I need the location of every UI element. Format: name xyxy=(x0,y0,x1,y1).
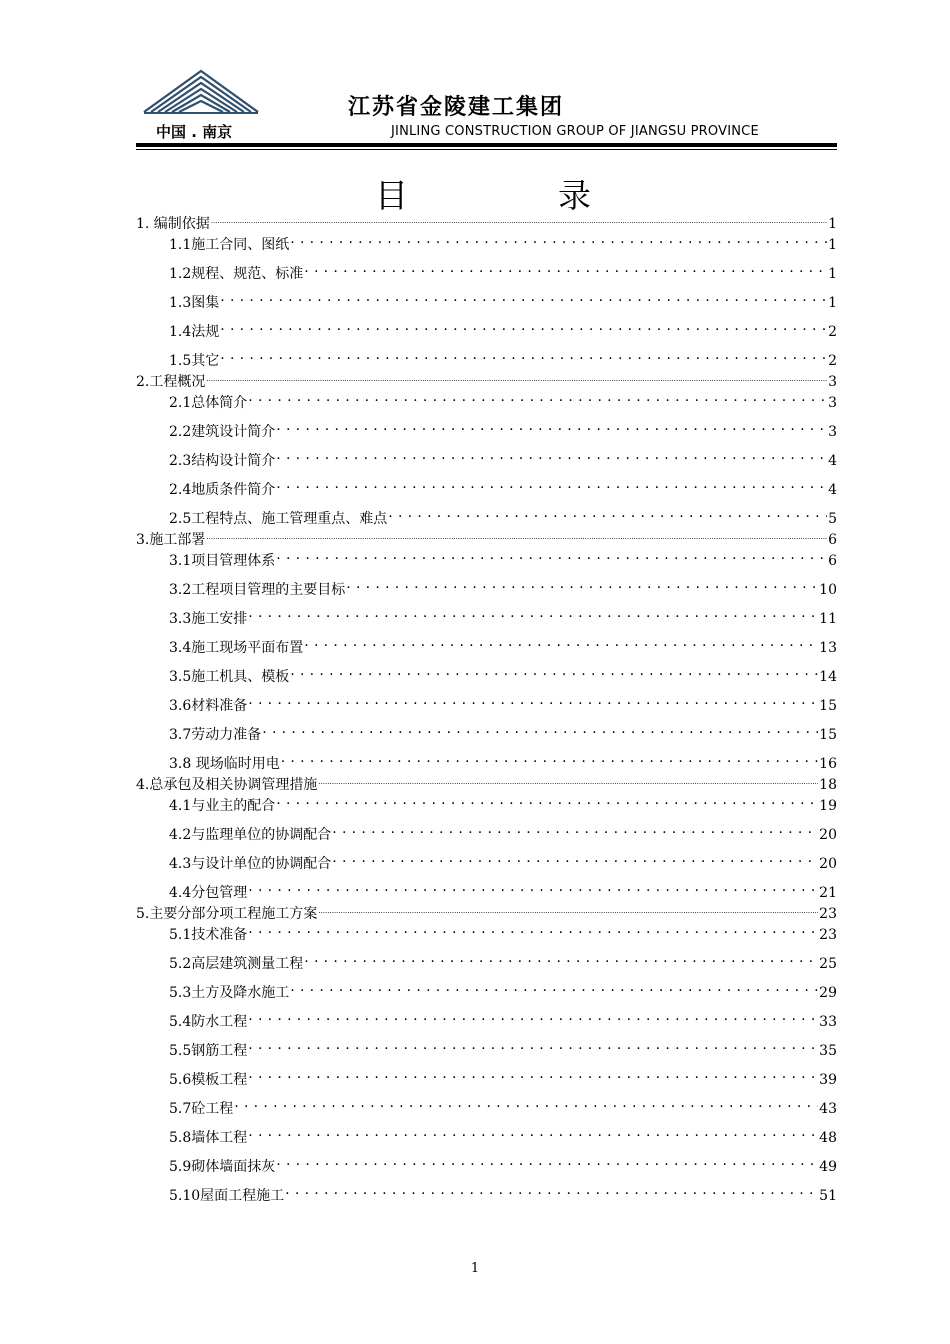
toc-subsection[interactable] xyxy=(169,445,837,471)
toc-entry-page: 39 xyxy=(819,1072,837,1088)
toc-subsection[interactable] xyxy=(169,1006,837,1032)
toc-entry-page: 23 xyxy=(819,906,837,922)
company-city: 中国 . 南京 xyxy=(156,123,233,141)
toc-dot-leader xyxy=(211,208,827,228)
toc-entry-page: 1 xyxy=(828,266,837,282)
company-name-cn: 江苏省金陵建工集团 xyxy=(348,94,565,120)
toc-subsection[interactable] xyxy=(169,229,837,255)
toc-subsection[interactable] xyxy=(169,977,837,1003)
toc-entry-title: 3.5施工机具、模板 xyxy=(169,669,290,685)
toc-dot-leader xyxy=(248,1122,818,1142)
toc-dot-leader xyxy=(290,977,818,997)
toc-dot-leader xyxy=(248,1006,818,1026)
toc-entry-title: 3.1项目管理体系 xyxy=(169,553,276,569)
toc-entry-title: 1.1施工合同、图纸 xyxy=(169,237,290,253)
toc-subsection[interactable] xyxy=(169,545,837,571)
toc-entry-page: 19 xyxy=(819,798,837,814)
toc-entry-page: 51 xyxy=(819,1188,837,1204)
toc-entry-title: 2.3结构设计简介 xyxy=(169,453,276,469)
header-rule-thick xyxy=(136,143,837,147)
toc-entry-page: 6 xyxy=(828,532,837,548)
toc-dot-leader xyxy=(262,719,818,739)
toc-subsection[interactable] xyxy=(169,1122,837,1148)
toc-subsection[interactable] xyxy=(169,1151,837,1177)
toc-entry-page: 29 xyxy=(819,985,837,1001)
toc-subsection[interactable] xyxy=(169,1064,837,1090)
toc-entry-page: 2 xyxy=(828,324,837,340)
toc-subsection[interactable] xyxy=(169,387,837,413)
toc-entry-page: 11 xyxy=(819,611,837,627)
toc-entry-page: 5 xyxy=(828,511,837,527)
toc-dot-leader xyxy=(290,229,827,249)
toc-entry-title: 5.4防水工程 xyxy=(169,1014,248,1030)
toc-subsection[interactable] xyxy=(169,416,837,442)
toc-dot-leader xyxy=(276,1151,818,1171)
toc-dot-leader xyxy=(276,545,827,565)
toc-entry-title: 4.4分包管理 xyxy=(169,885,248,901)
toc-entry-title: 2.工程概况 xyxy=(136,374,206,390)
toc-entry-page: 4 xyxy=(828,482,837,498)
toc-entry-title: 1. 编制依据 xyxy=(136,216,210,232)
toc-subsection[interactable] xyxy=(169,848,837,874)
toc-entry-title: 5.5钢筋工程 xyxy=(169,1043,248,1059)
toc-dot-leader xyxy=(206,366,827,386)
toc-dot-leader xyxy=(248,1035,818,1055)
toc-dot-leader xyxy=(332,848,818,868)
toc-dot-leader xyxy=(276,790,818,810)
toc-subsection[interactable] xyxy=(169,1035,837,1061)
toc-entry-page: 43 xyxy=(819,1101,837,1117)
toc-subsection[interactable] xyxy=(169,661,837,687)
toc-subsection[interactable] xyxy=(169,919,837,945)
toc-dot-leader xyxy=(346,574,818,594)
toc-dot-leader xyxy=(248,603,818,623)
toc-subsection[interactable] xyxy=(169,790,837,816)
toc-entry-page: 35 xyxy=(819,1043,837,1059)
toc-entry-title: 1.5其它 xyxy=(169,353,220,369)
toc-subsection[interactable] xyxy=(169,819,837,845)
company-logo-icon xyxy=(142,68,260,116)
toc-dot-leader xyxy=(248,1064,818,1084)
toc-entry-page: 48 xyxy=(819,1130,837,1146)
toc-subsection[interactable] xyxy=(169,316,837,342)
toc-subsection[interactable] xyxy=(169,719,837,745)
toc-entry-title: 4.1与业主的配合 xyxy=(169,798,276,814)
toc-dot-leader xyxy=(234,1093,818,1113)
toc-entry-page: 25 xyxy=(819,956,837,972)
toc-entry-title: 2.2建筑设计简介 xyxy=(169,424,276,440)
toc-entry-title: 5.1技术准备 xyxy=(169,927,248,943)
toc-entry-title: 3.4施工现场平面布置 xyxy=(169,640,304,656)
toc-entry-page: 6 xyxy=(828,553,837,569)
toc-entry-page: 15 xyxy=(819,698,837,714)
toc-entry-title: 1.3图集 xyxy=(169,295,220,311)
toc-dot-leader xyxy=(220,316,827,336)
toc-entry-page: 16 xyxy=(819,756,837,772)
toc-title: 目录 xyxy=(375,176,741,215)
toc-entry-title: 3.7劳动力准备 xyxy=(169,727,262,743)
toc-entry-page: 3 xyxy=(828,395,837,411)
toc-entry-page: 18 xyxy=(819,777,837,793)
toc-entry-title: 4.3与设计单位的协调配合 xyxy=(169,856,332,872)
toc-entry-page: 3 xyxy=(828,374,837,390)
toc-subsection[interactable] xyxy=(169,1180,837,1206)
toc-dot-leader xyxy=(276,474,827,494)
toc-entry-page: 33 xyxy=(819,1014,837,1030)
toc-entry-page: 20 xyxy=(819,827,837,843)
toc-dot-leader xyxy=(285,1180,818,1200)
toc-entry-title: 2.1总体简介 xyxy=(169,395,248,411)
toc-dot-leader xyxy=(281,748,818,768)
toc-subsection[interactable] xyxy=(169,258,837,284)
toc-entry-page: 1 xyxy=(828,237,837,253)
toc-entry-title: 3.6材料准备 xyxy=(169,698,248,714)
toc-entry-title: 5.7砼工程 xyxy=(169,1101,234,1117)
toc-subsection[interactable] xyxy=(169,574,837,600)
toc-entry-title: 5.8墙体工程 xyxy=(169,1130,248,1146)
toc-dot-leader xyxy=(304,258,827,278)
toc-subsection[interactable] xyxy=(169,474,837,500)
toc-subsection[interactable] xyxy=(169,690,837,716)
toc-entry-page: 1 xyxy=(828,295,837,311)
toc-entry-title: 2.5工程特点、施工管理重点、难点 xyxy=(169,511,388,527)
toc-dot-leader xyxy=(388,503,827,523)
toc-entry-page: 15 xyxy=(819,727,837,743)
toc-entry-page: 13 xyxy=(819,640,837,656)
toc-entry-title: 5.10屋面工程施工 xyxy=(169,1188,285,1204)
toc-entry-page: 4 xyxy=(828,453,837,469)
toc-subsection[interactable] xyxy=(169,1093,837,1119)
toc-dot-leader xyxy=(318,769,818,789)
page-header xyxy=(136,66,837,152)
toc-dot-leader xyxy=(206,524,827,544)
toc-entry-page: 20 xyxy=(819,856,837,872)
toc-entry-title: 3.施工部署 xyxy=(136,532,206,548)
toc-dot-leader xyxy=(304,948,818,968)
toc-dot-leader xyxy=(332,819,818,839)
toc-dot-leader xyxy=(248,387,827,407)
toc-entry-title: 4.2与监理单位的协调配合 xyxy=(169,827,332,843)
toc-entry-title: 1.2规程、规范、标准 xyxy=(169,266,304,282)
toc-dot-leader xyxy=(220,287,827,307)
toc-entry-title: 3.3施工安排 xyxy=(169,611,248,627)
page-number: 1 xyxy=(470,1261,480,1276)
toc-dot-leader xyxy=(248,877,818,897)
company-name-en: JINLING CONSTRUCTION GROUP OF JIANGSU PROVINCE xyxy=(391,124,759,139)
toc-dot-leader xyxy=(248,690,818,710)
toc-dot-leader xyxy=(276,445,827,465)
toc-entry-title: 5.3土方及降水施工 xyxy=(169,985,290,1001)
toc-dot-leader xyxy=(304,632,818,652)
toc-subsection[interactable] xyxy=(169,632,837,658)
toc-entry-title: 5.9砌体墙面抹灰 xyxy=(169,1159,276,1175)
toc-entry-title: 3.2工程项目管理的主要目标 xyxy=(169,582,346,598)
toc-entry-page: 23 xyxy=(819,927,837,943)
toc-entry-page: 10 xyxy=(819,582,837,598)
toc-entry-title: 2.4地质条件简介 xyxy=(169,482,276,498)
toc-dot-leader xyxy=(248,919,818,939)
toc-entry-page: 2 xyxy=(828,353,837,369)
toc-entry-title: 3.8 现场临时用电 xyxy=(169,756,280,772)
toc-entry-page: 21 xyxy=(819,885,837,901)
toc-dot-leader xyxy=(318,898,818,918)
toc-entry-page: 1 xyxy=(828,216,837,232)
toc-entry-title: 5.主要分部分项工程施工方案 xyxy=(136,906,318,922)
toc-subsection[interactable] xyxy=(169,287,837,313)
toc-entry-title: 4.总承包及相关协调管理措施 xyxy=(136,777,318,793)
toc-subsection[interactable] xyxy=(169,948,837,974)
toc-dot-leader xyxy=(290,661,818,681)
toc-entry-title: 5.2高层建筑测量工程 xyxy=(169,956,304,972)
toc-dot-leader xyxy=(220,345,827,365)
toc-entry-title: 1.4法规 xyxy=(169,324,220,340)
toc-entry-title: 5.6模板工程 xyxy=(169,1072,248,1088)
header-rule-thin xyxy=(136,149,837,150)
toc-subsection[interactable] xyxy=(169,603,837,629)
toc-entry-page: 49 xyxy=(819,1159,837,1175)
toc-entry-page: 3 xyxy=(828,424,837,440)
toc-dot-leader xyxy=(276,416,827,436)
toc-entry-page: 14 xyxy=(819,669,837,685)
